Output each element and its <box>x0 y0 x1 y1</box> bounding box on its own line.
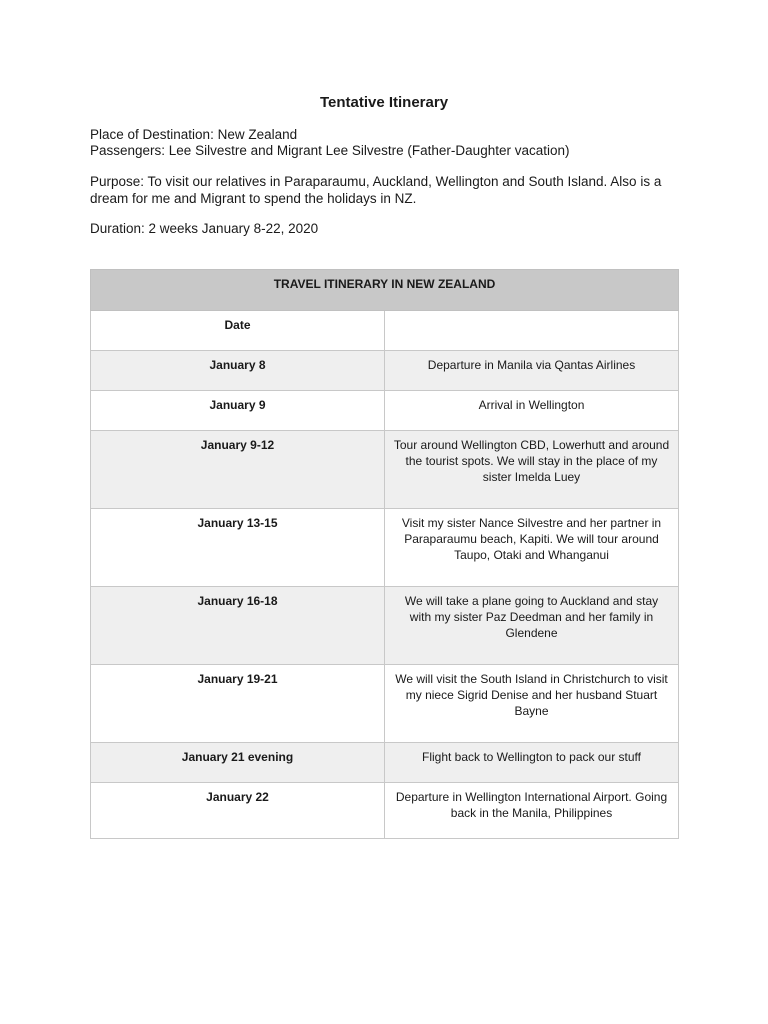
destination-line: Place of Destination: New Zealand <box>90 127 298 142</box>
table-row <box>91 783 679 839</box>
row-date: January 13-15 <box>91 509 385 587</box>
table-row <box>91 391 679 431</box>
table-header-row <box>91 311 679 351</box>
row-date: January 9 <box>91 391 385 431</box>
row-date: January 8 <box>91 351 385 391</box>
row-date: January 16-18 <box>91 587 385 665</box>
passengers-line: Passengers: Lee Silvestre and Migrant Lee Silvestre (Father-Daughter vacation) <box>90 143 570 158</box>
table-title: TRAVEL ITINERARY IN NEW ZEALAND <box>91 270 679 311</box>
purpose-paragraph: Purpose: To visit our relatives in Paraparaumu, Auckland, Wellington and South Island. Also is a dream for me and Migrant to spend the holidays in NZ. <box>90 174 662 206</box>
row-date: January 19-21 <box>91 665 385 743</box>
table-row <box>91 509 679 587</box>
row-activity: Arrival in Wellington <box>385 391 679 431</box>
table-title-row <box>91 270 679 311</box>
duration-line: Duration: 2 weeks January 8-22, 2020 <box>90 221 319 236</box>
activity-column-header <box>385 311 679 351</box>
table-row <box>91 587 679 665</box>
row-activity: We will take a plane going to Auckland and stay with my sister Paz Deedman and her family in Glendene <box>385 587 679 665</box>
table-row <box>91 431 679 509</box>
row-activity: We will visit the South Island in Christchurch to visit my niece Sigrid Denise and her husband Stuart Bayne <box>385 665 679 743</box>
row-activity: Departure in Manila via Qantas Airlines <box>385 351 679 391</box>
row-activity: Tour around Wellington CBD, Lowerhutt and around the tourist spots. We will stay in the place of my sister Imelda Luey <box>385 431 679 509</box>
row-activity: Departure in Wellington International Airport. Going back in the Manila, Philippines <box>385 783 679 839</box>
row-date: January 22 <box>91 783 385 839</box>
table-row <box>91 743 679 783</box>
row-activity: Flight back to Wellington to pack our stuff <box>385 743 679 783</box>
itinerary-table <box>90 269 679 839</box>
document-title: Tentative Itinerary <box>319 94 449 111</box>
table-row <box>91 665 679 743</box>
row-date: January 9-12 <box>91 431 385 509</box>
row-activity: Visit my sister Nance Silvestre and her partner in Paraparaumu beach, Kapiti. We will tour around Taupo, Otaki and Whanganui <box>385 509 679 587</box>
date-column-header: Date <box>91 311 385 351</box>
table-row <box>91 351 679 391</box>
row-date: January 21 evening <box>91 743 385 783</box>
